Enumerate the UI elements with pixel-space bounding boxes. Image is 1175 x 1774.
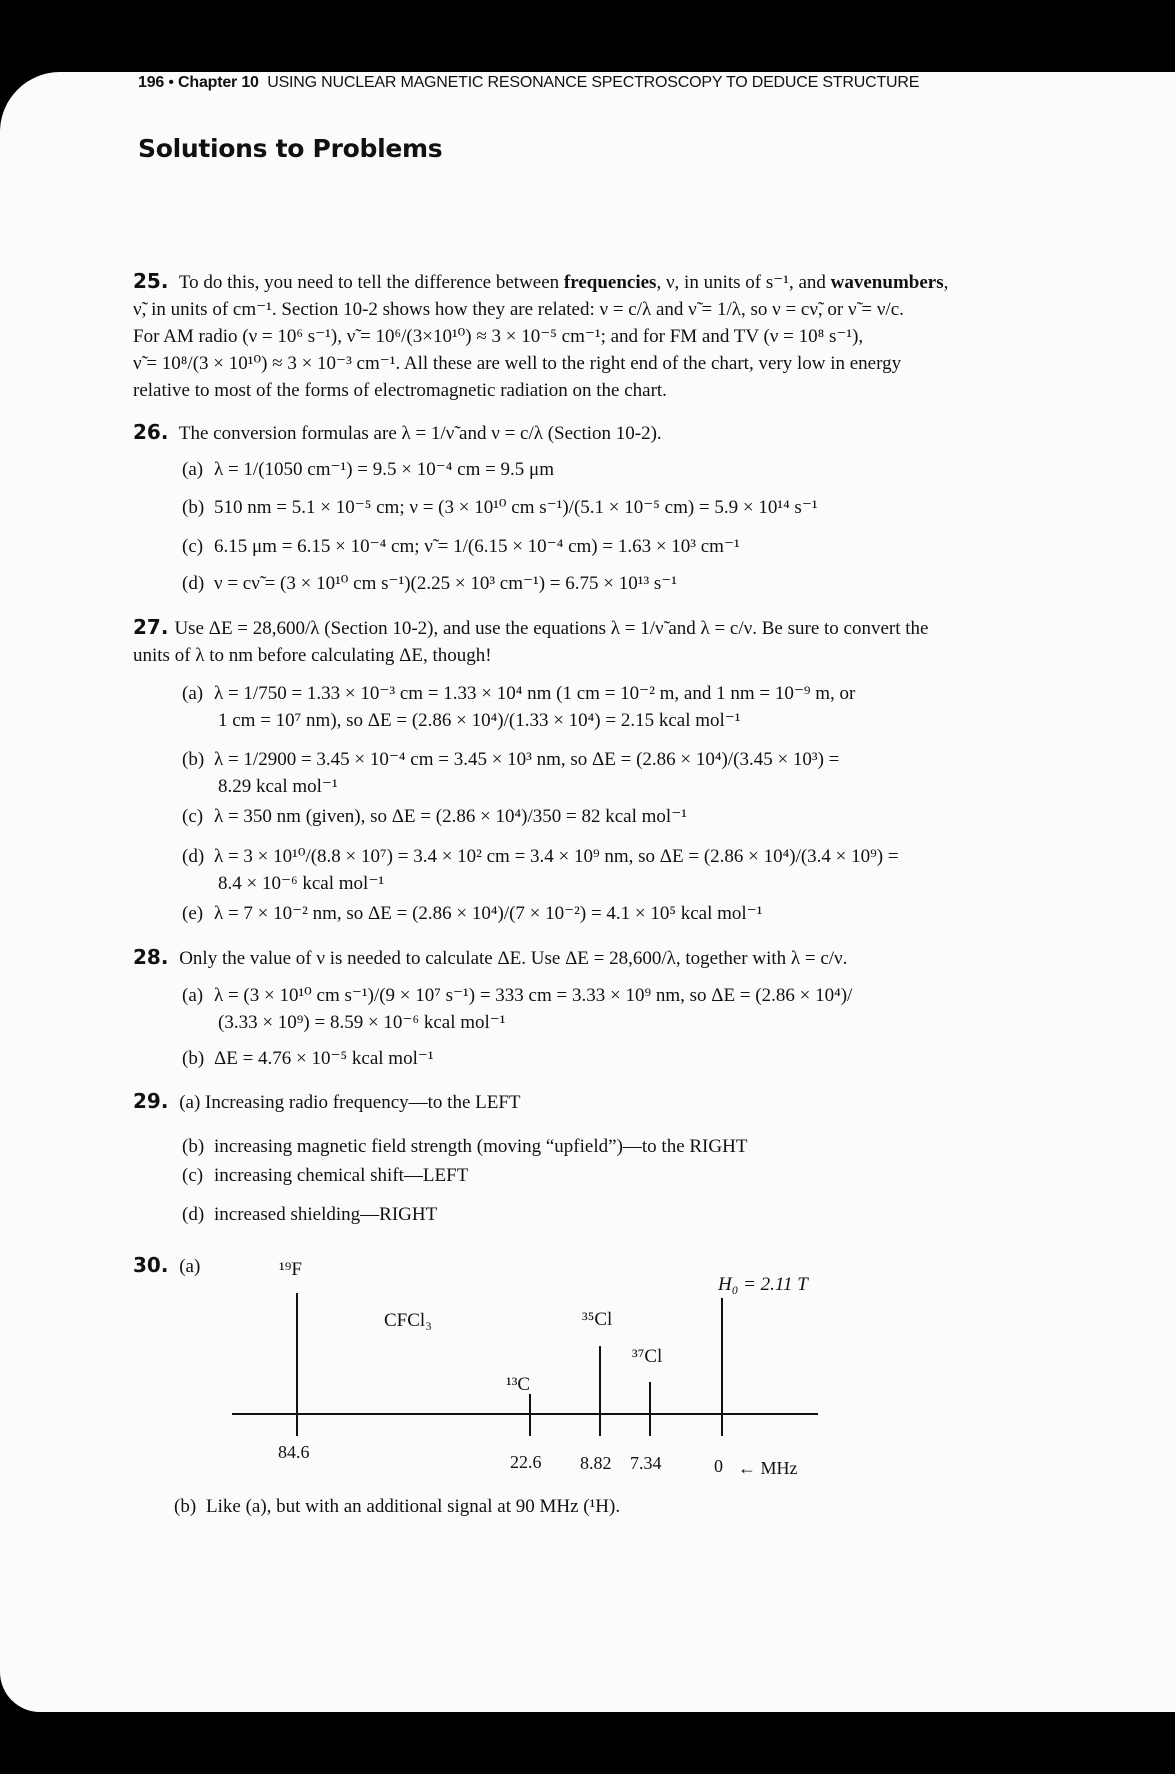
part-label: (d) xyxy=(182,573,205,594)
nucleus-label-35Cl: ³⁵Cl xyxy=(582,1309,613,1330)
mhz-label-7.34: 7.34 xyxy=(630,1453,662,1473)
nucleus-label-19F: ¹⁹F xyxy=(279,1259,302,1280)
text-line: To do this, you need to tell the difference between xyxy=(178,272,564,293)
mhz-label-0: 0 xyxy=(714,1456,723,1476)
section-title: Solutions to Problems xyxy=(138,134,443,163)
problem-27a xyxy=(182,680,1082,734)
problem-28 xyxy=(133,944,1083,972)
mhz-label-84.6: 84.6 xyxy=(278,1442,310,1462)
part-label: (e) xyxy=(182,903,204,924)
problem-29c xyxy=(182,1162,1082,1189)
mhz-unit-label: ← MHz xyxy=(738,1458,798,1478)
text-line: ν̃ = 10⁸/(3 × 10¹⁰) ≈ 3 × 10⁻³ cm⁻¹. All these are well to the right end of the chart, very low in energy xyxy=(133,353,902,374)
part-text: Like (a), but with an additional signal at 90 MHz (¹H). xyxy=(206,1496,621,1517)
chapter-title: USING NUCLEAR MAGNETIC RESONANCE SPECTROSCOPY TO DEDUCE STRUCTURE xyxy=(267,74,920,91)
part-text: 6.15 μm = 6.15 × 10⁻⁴ cm; ν̃ = 1/(6.15 × 10⁻⁴ cm) = 1.63 × 10³ cm⁻¹ xyxy=(214,536,740,557)
part-label: (c) xyxy=(182,1165,204,1186)
header-bullet: • xyxy=(168,74,174,91)
part-text: increased shielding—RIGHT xyxy=(214,1204,438,1225)
problem-29 xyxy=(133,1088,1083,1116)
term-frequencies: frequencies xyxy=(563,272,657,293)
part-label: (c) xyxy=(182,806,204,827)
problem-intro: The conversion formulas are λ = 1/ν̃ and ν = c/λ (Section 10-2). xyxy=(178,423,662,444)
problem-27c xyxy=(182,803,1082,830)
compound-label: CFCl₃ xyxy=(384,1310,432,1331)
part-label: (b) xyxy=(174,1496,197,1517)
part-text: λ = 350 nm (given), so ΔE = (2.86 × 10⁴)/350 = 82 kcal mol⁻¹ xyxy=(214,806,687,827)
text-line: For AM radio (ν = 10⁶ s⁻¹), ν̃ = 10⁶/(3×10¹⁰) ≈ 3 × 10⁻⁵ cm⁻¹; and for FM and TV (ν = 10⁸ s⁻¹), xyxy=(133,326,864,347)
problem-26c xyxy=(182,533,1082,560)
part-text: λ = 7 × 10⁻² nm, so ΔE = (2.86 × 10⁴)/(7 × 10⁻²) = 4.1 × 10⁵ kcal mol⁻¹ xyxy=(214,903,763,924)
chapter-label: Chapter 10 xyxy=(178,74,259,91)
part-label: (c) xyxy=(182,536,204,557)
part-label: (a) xyxy=(182,985,204,1006)
term-wavenumbers: wavenumbers xyxy=(830,272,944,293)
problem-29b xyxy=(182,1133,1082,1160)
text-line: , xyxy=(943,272,949,293)
part-text: ν = cν̃ = (3 × 10¹⁰ cm s⁻¹)(2.25 × 10³ cm⁻¹) = 6.75 × 10¹³ s⁻¹ xyxy=(214,573,678,594)
part-label: (a) xyxy=(179,1256,201,1277)
problem-26d xyxy=(182,570,1082,597)
text-line: units of λ to nm before calculating ΔE, though! xyxy=(133,645,492,666)
part-text: increasing magnetic field strength (moving “upfield”)—to the RIGHT xyxy=(214,1136,748,1157)
part-label: (d) xyxy=(182,846,205,867)
problem-26a xyxy=(182,456,1082,483)
problem-number: 28. xyxy=(133,945,169,969)
problem-27b xyxy=(182,746,1082,800)
text-line: relative to most of the forms of electromagnetic radiation on the chart. xyxy=(133,380,667,401)
text-line: , ν, in units of s⁻¹, and xyxy=(656,272,831,293)
problem-30 xyxy=(133,1252,1083,1280)
problem-number: 25. xyxy=(133,269,169,293)
problem-26 xyxy=(133,419,1083,447)
part-text: Increasing radio frequency—to the LEFT xyxy=(205,1092,521,1113)
problem-25 xyxy=(133,268,1083,404)
text-line: ν̃, in units of cm⁻¹. Section 10-2 shows how they are related: ν = c/λ and ν̃ = 1/λ, so ν = cν̃, or ν̃ = ν/c. xyxy=(133,299,904,320)
part-text: 1 cm = 10⁷ nm), so ΔE = (2.86 × 10⁴)/(1.33 × 10⁴) = 2.15 kcal mol⁻¹ xyxy=(218,710,741,731)
part-text: λ = (3 × 10¹⁰ cm s⁻¹)/(9 × 10⁷ s⁻¹) = 333 cm = 3.33 × 10⁹ nm, so ΔE = (2.86 × 10⁴)/ xyxy=(214,985,853,1006)
problem-number: 27. xyxy=(133,615,169,639)
problem-number: 26. xyxy=(133,420,169,444)
part-text: (3.33 × 10⁹) = 8.59 × 10⁻⁶ kcal mol⁻¹ xyxy=(218,1012,506,1033)
part-text: λ = 1/(1050 cm⁻¹) = 9.5 × 10⁻⁴ cm = 9.5 μm xyxy=(214,459,555,480)
part-label: (b) xyxy=(182,497,205,518)
problem-number: 29. xyxy=(133,1089,169,1113)
part-text: ΔE = 4.76 × 10⁻⁵ kcal mol⁻¹ xyxy=(214,1048,434,1069)
problem-28b xyxy=(182,1045,1082,1072)
part-label: (b) xyxy=(182,1136,205,1157)
problem-29d xyxy=(182,1201,1082,1228)
part-text: λ = 3 × 10¹⁰/(8.8 × 10⁷) = 3.4 × 10² cm = 3.4 × 10⁹ nm, so ΔE = (2.86 × 10⁴)/(3.4 × 10⁹) = xyxy=(214,846,899,867)
problem-28a xyxy=(182,982,1082,1036)
field-label: H₀ = 2.11 T xyxy=(718,1274,808,1295)
part-label: (a) xyxy=(182,459,204,480)
part-text: λ = 1/750 = 1.33 × 10⁻³ cm = 1.33 × 10⁴ nm (1 cm = 10⁻² m, and 1 nm = 10⁻⁹ m, or xyxy=(214,683,856,704)
part-text: 510 nm = 5.1 × 10⁻⁵ cm; ν = (3 × 10¹⁰ cm s⁻¹)/(5.1 × 10⁻⁵ cm) = 5.9 × 10¹⁴ s⁻¹ xyxy=(214,497,818,518)
problem-26b xyxy=(182,494,1082,521)
problem-intro: Only the value of ν is needed to calculate ΔE. Use ΔE = 28,600/λ, together with λ = c/ν. xyxy=(179,948,848,969)
problem-27 xyxy=(133,614,1083,669)
part-text: λ = 1/2900 = 3.45 × 10⁻⁴ cm = 3.45 × 10³ nm, so ΔE = (2.86 × 10⁴)/(3.45 × 10³) = xyxy=(214,749,840,770)
mhz-label-22.6: 22.6 xyxy=(510,1452,542,1472)
part-text: 8.4 × 10⁻⁶ kcal mol⁻¹ xyxy=(218,873,385,894)
problem-27e xyxy=(182,900,1082,927)
part-label: (a) xyxy=(182,683,204,704)
text-line: Use ΔE = 28,600/λ (Section 10-2), and use the equations λ = 1/ν̃ and λ = c/ν. Be sure to convert the xyxy=(174,618,929,639)
problem-27d xyxy=(182,843,1082,897)
part-label: (d) xyxy=(182,1204,205,1225)
part-text: increasing chemical shift—LEFT xyxy=(214,1165,469,1186)
page-number: 196 xyxy=(138,74,165,91)
part-label: (b) xyxy=(182,1048,205,1069)
problem-30b xyxy=(174,1493,1074,1520)
nucleus-label-37Cl: ³⁷Cl xyxy=(632,1346,663,1367)
part-label: (b) xyxy=(182,749,205,770)
running-header xyxy=(138,74,919,92)
mhz-label-8.82: 8.82 xyxy=(580,1453,612,1473)
part-label: (a) xyxy=(179,1092,201,1113)
problem-number: 30. xyxy=(133,1253,169,1277)
nucleus-label-13C: ¹³C xyxy=(506,1374,531,1395)
part-text: 8.29 kcal mol⁻¹ xyxy=(218,776,338,797)
